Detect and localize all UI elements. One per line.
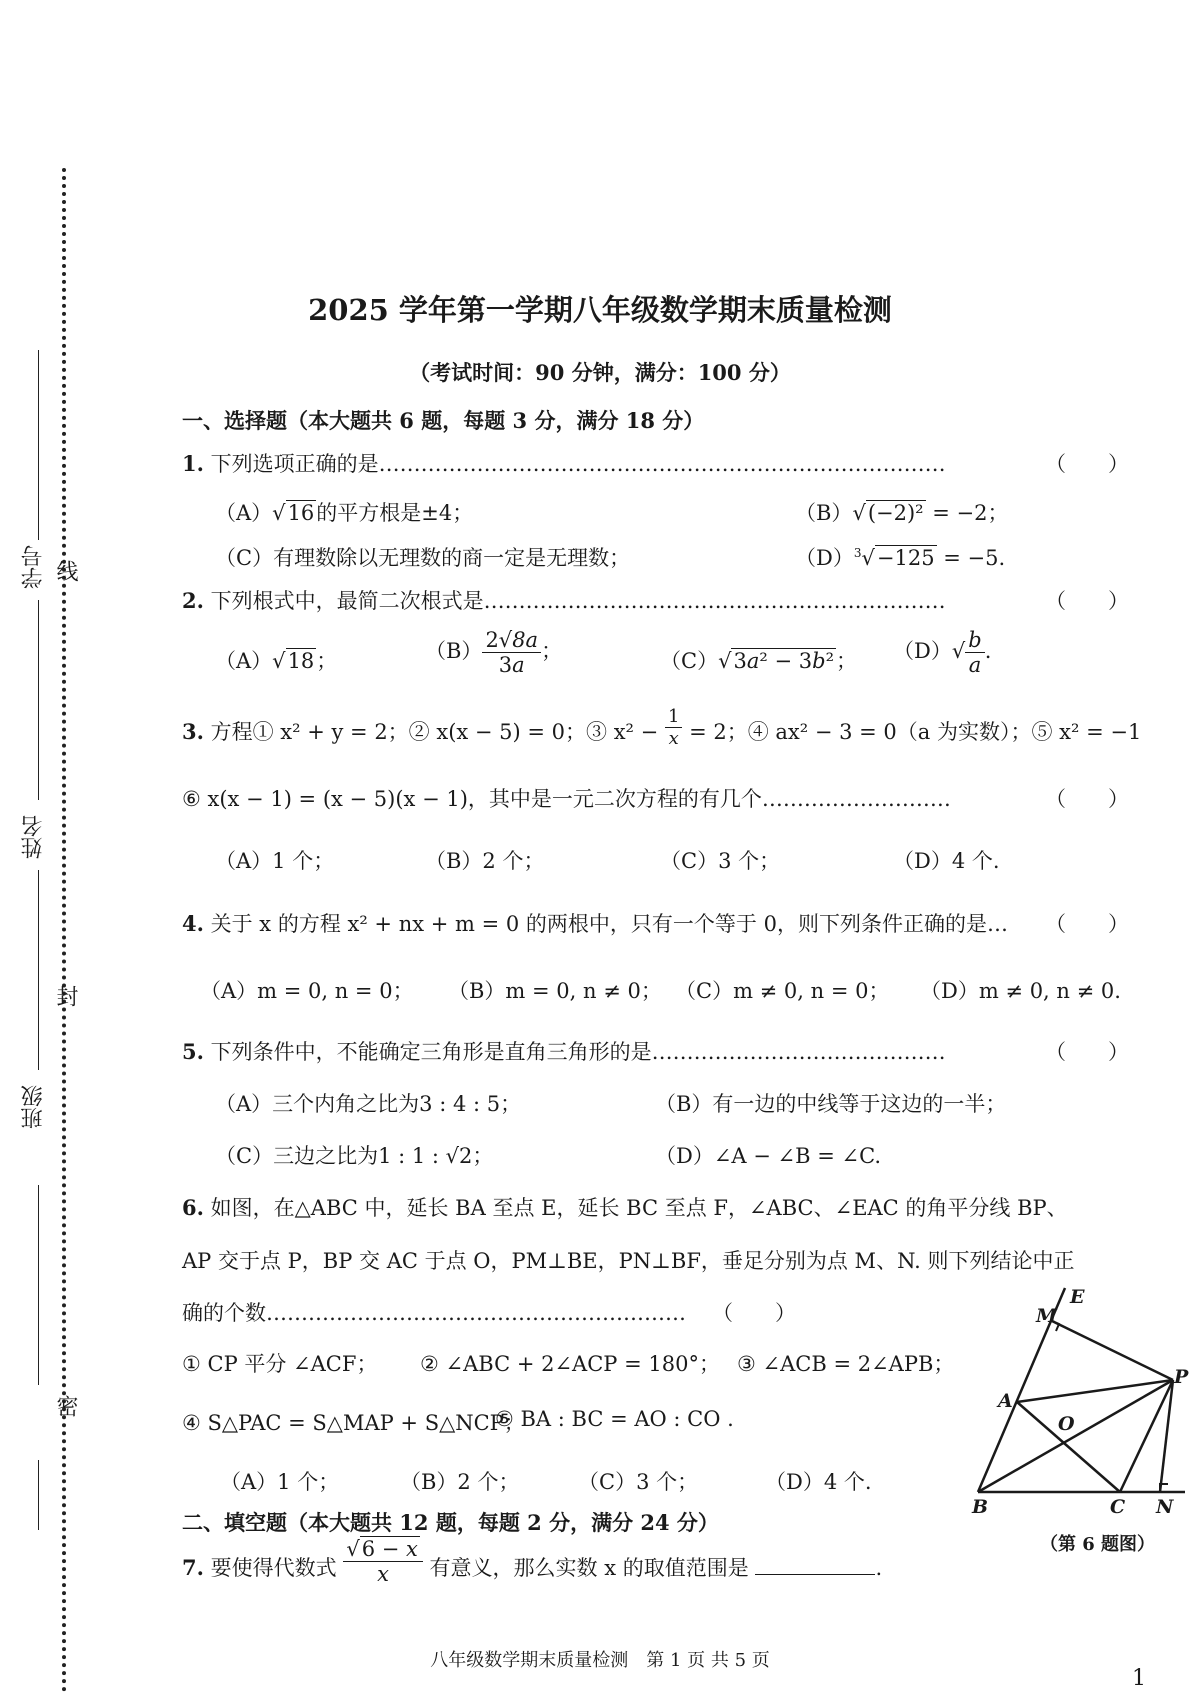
question-6-line-2: AP 交于点 P，BP 交 AC 于点 O，PM⊥BE，PN⊥BF，垂足分别为点 M、N. 则下列结论中正 <box>182 1249 1075 1273</box>
q3-option-c: （C）3 个； <box>660 849 781 873</box>
line-a-p <box>1017 1380 1173 1402</box>
question-3-line-1: 3. 方程① x² + y = 2；② x(x − 5) = 0；③ x² − $\frac{1}{x}$ = 2；④ ax² − 3 = 0（a 为实数）；⑤ x² = −1 <box>182 706 1142 749</box>
binding-label-xingming: 姓名 <box>21 815 46 859</box>
question-number: 3. <box>182 719 204 744</box>
binding-rule-bottom <box>38 1460 39 1530</box>
question-text-tail: = 2；④ ax² − 3 = 0（a 为实数）；⑤ x² = −1 <box>689 720 1142 744</box>
q4-option-c: （C）m ≠ 0, n = 0； <box>675 979 890 1003</box>
q6-statement-3: ③ ∠ACB = 2∠APB； <box>737 1352 955 1376</box>
page-footer: 八年级数学期末质量检测 第 1 页 共 5 页 <box>430 1650 770 1671</box>
q6-statement-2: ② ∠ABC + 2∠ACP = 180°； <box>420 1352 720 1376</box>
q5-option-c: （C）三边之比为1 : 1 : √2； <box>215 1144 494 1168</box>
question-number: 2. <box>182 588 204 613</box>
question-text: 下列根式中，最简二次根式是………………………………………………………… <box>210 589 946 613</box>
q6-option-b: （B）2 个； <box>400 1470 520 1494</box>
option-text: = −5. <box>943 546 1006 570</box>
question-text: 关于 x 的方程 x² + nx + m = 0 的两根中，只有一个等于 0，则下列条件正确的是… <box>210 912 1008 936</box>
question-text: 要使得代数式 <box>210 1556 337 1580</box>
q6-option-a: （A）1 个； <box>220 1470 340 1494</box>
answer-paren-6: （ ） <box>712 1301 796 1325</box>
q4-option-b: （B）m = 0, n ≠ 0； <box>448 979 662 1003</box>
answer-paren-1: （ ） <box>1045 452 1129 476</box>
q1-option-c <box>215 542 630 572</box>
question-4-stem <box>182 908 1008 938</box>
point-label-m: M <box>1036 1305 1058 1327</box>
option-label: （B） <box>425 639 483 663</box>
q3-option-a: （A）1 个； <box>215 849 335 873</box>
point-label-e: E <box>1070 1286 1085 1308</box>
binding-word-xian: 线 <box>53 560 78 582</box>
option-text: 的平方根是±4； <box>316 501 474 525</box>
binding-label-banji: 班级 <box>21 1085 46 1129</box>
question-number: 5. <box>182 1039 204 1064</box>
question-3-line-2: ⑥ x(x − 1) = (x − 5)(x − 1)，其中是一元二次方程的有几个……………………… <box>182 787 951 811</box>
q2-option-c: （C）√3a² − 3b²； <box>660 649 857 673</box>
q4-option-d: （D）m ≠ 0, n ≠ 0. <box>920 979 1121 1003</box>
question-text-2: 有意义，那么实数 x 的取值范围是 <box>429 1556 749 1580</box>
binding-dotted-line <box>62 168 66 1693</box>
q6-geometry-figure <box>960 1285 1189 1520</box>
answer-blank[interactable] <box>755 1574 875 1575</box>
question-number: 7. <box>182 1555 204 1580</box>
option-label: （D） <box>795 546 854 570</box>
option-label: （D） <box>893 639 952 663</box>
option-label: （A） <box>215 501 273 525</box>
q6-statement-5: ⑤ BA : BC = AO : CO . <box>495 1407 734 1431</box>
question-6-line-3: 确的个数…………………………………………………… <box>182 1301 686 1325</box>
question-6-line-1 <box>182 1192 1068 1222</box>
question-text: 如图，在△ABC 中，延长 BA 至点 E，延长 BC 至点 F，∠ABC、∠EAC 的角平分线 BP、 <box>210 1196 1068 1220</box>
line-n-p <box>1160 1380 1173 1492</box>
question-text: 方程① x² + y = 2；② x(x − 5) = 0；③ x² − <box>210 720 659 744</box>
question-text: 下列条件中，不能确定三角形是直角三角形的是…………………………………… <box>210 1040 946 1064</box>
q2-option-d: （D）√ $\frac{b}{a}$ . <box>893 628 992 677</box>
section-heading-fill: 二、填空题（本大题共 12 题，每题 2 分，满分 24 分） <box>182 1510 719 1535</box>
section-heading-choice: 一、选择题（本大题共 6 题，每题 3 分，满分 18 分） <box>182 408 705 433</box>
question-text: 下列选项正确的是……………………………………………………………………… <box>210 452 946 476</box>
option-label: （C） <box>660 649 719 673</box>
line-c-p <box>1120 1380 1173 1492</box>
binding-label-xuehao: 学号 <box>21 545 46 589</box>
q3-option-d: （D）4 个. <box>893 849 1000 873</box>
q3-option-b: （B）2 个； <box>425 849 545 873</box>
binding-rule-xingming <box>38 600 39 800</box>
q6-option-d: （D）4 个. <box>765 1470 872 1494</box>
question-number: 4. <box>182 911 204 936</box>
q6-option-c: （C）3 个； <box>578 1470 699 1494</box>
exam-info: （考试时间：90 分钟，满分：100 分） <box>409 360 791 385</box>
binding-word-mi: 密 <box>53 1395 78 1417</box>
answer-paren-2: （ ） <box>1045 589 1129 613</box>
figure-caption: （第 6 题图） <box>1040 1534 1156 1555</box>
question-end: . <box>875 1556 883 1580</box>
binding-word-feng: 封 <box>53 985 78 1007</box>
q5-option-d: （D）∠A − ∠B = ∠C. <box>655 1144 882 1168</box>
page-title: 2025 学年第一学期八年级数学期末质量检测 <box>308 293 892 327</box>
question-5-stem <box>182 1036 946 1066</box>
q1-option-d: $(D)^3√-125 = -5$. <box>795 546 1006 570</box>
point-label-o: O <box>1058 1413 1075 1435</box>
question-7: 7. 要使得代数式 $\frac{√6 - x}{x}$ 有意义，那么实数 x 的取值范围是 . <box>182 1537 883 1586</box>
option-text: 有理数除以无理数的商一定是无理数； <box>273 546 631 570</box>
question-1-stem <box>182 448 946 478</box>
q1-option-b: （B）√(−2)² = −2； <box>795 501 1009 525</box>
page-number: 1 <box>1132 1666 1146 1691</box>
option-text: = −2； <box>932 501 1009 525</box>
binding-rule-banji-1 <box>38 870 39 1070</box>
q5-option-b: （B）有一边的中线等于这边的一半； <box>655 1092 1007 1116</box>
option-label: （C） <box>215 546 274 570</box>
point-label-b: B <box>972 1496 989 1518</box>
question-number: 6. <box>182 1195 204 1220</box>
point-label-c: C <box>1110 1496 1126 1518</box>
answer-paren-3: （ ） <box>1045 787 1129 811</box>
binding-rule-banji-2 <box>38 1185 39 1385</box>
option-label: （B） <box>795 501 853 525</box>
question-number: 1. <box>182 451 204 476</box>
line-m-p <box>1052 1321 1173 1380</box>
q6-statement-1: ① CP 平分 ∠ACF； <box>182 1352 378 1376</box>
q6-statement-4: ④ S△PAC = S△MAP + S△NCP； <box>182 1411 525 1435</box>
point-label-a: A <box>998 1390 1013 1412</box>
q5-option-a: （A）三个内角之比为3 : 4 : 5； <box>215 1092 522 1116</box>
point-label-p: P <box>1174 1366 1189 1388</box>
answer-paren-5: （ ） <box>1045 1040 1129 1064</box>
point-label-n: N <box>1156 1496 1174 1518</box>
question-2-stem <box>182 585 946 615</box>
q4-option-a: （A）m = 0, n = 0； <box>200 979 414 1003</box>
q2-option-a: （A）√18； <box>215 649 338 673</box>
answer-paren-4: （ ） <box>1045 912 1129 936</box>
option-label: （A） <box>215 649 273 673</box>
q1-option-a: （A）√16的平方根是±4； <box>215 501 474 525</box>
q2-option-b: （B） $\frac{2√8a}{3a}$ ； <box>425 628 563 677</box>
